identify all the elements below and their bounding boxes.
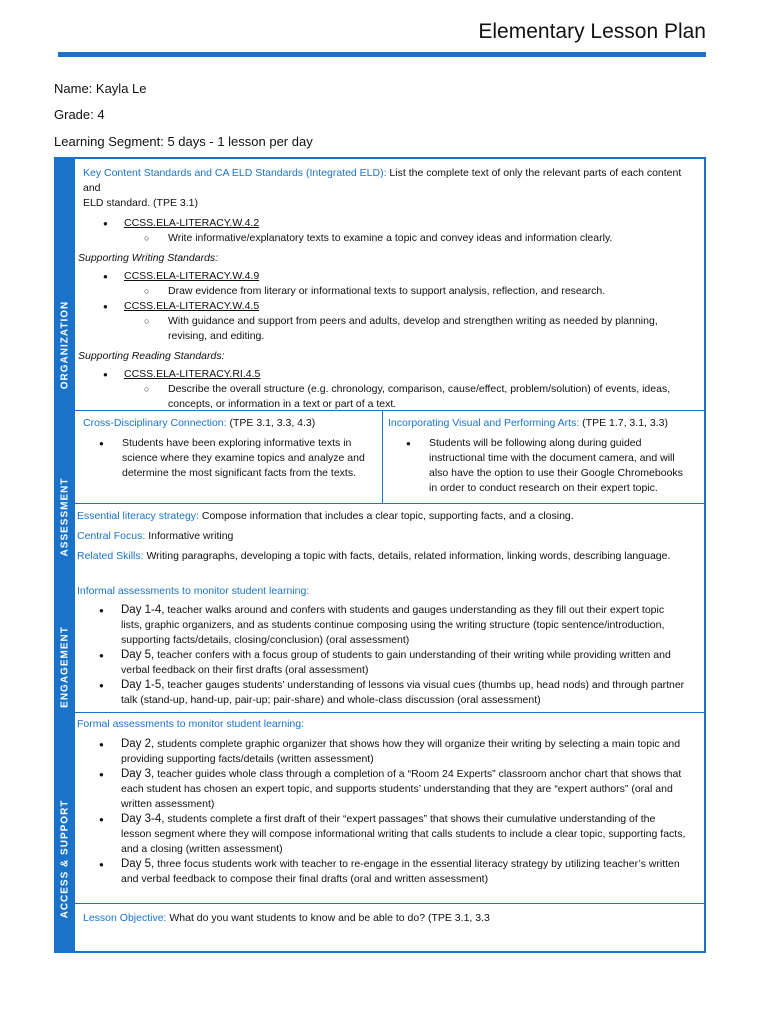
assessment-section <box>75 504 704 904</box>
rs-label: Related Skills: <box>77 550 144 562</box>
grade-field: Grade: 4 <box>54 107 105 122</box>
assessment-item <box>75 767 704 812</box>
assessment-item <box>75 857 704 887</box>
day-label: Day 5, <box>121 649 155 661</box>
standards-label: Key Content Standards and CA ELD Standards (Integrated ELD): <box>83 167 387 179</box>
assessment-text: students complete a first draft of their “expert passages” that shows their cumulative understanding of the lesson segment where they will compose informational writing that calls students to include a clear topic, supporting facts, and a closing (written assessment) <box>121 813 686 855</box>
sidebar-label-engagement: ENGAGEMENT <box>59 626 71 708</box>
standards-section <box>75 159 704 411</box>
assessment-item <box>75 648 704 678</box>
arts-tpe: (TPE 1.7, 3.1, 3.3) <box>579 417 668 429</box>
day-label: Day 3-4, <box>121 813 165 825</box>
cross-heading <box>75 416 382 431</box>
lesson-objective <box>83 911 694 926</box>
standard-code: CCSS.ELA-LITERACY.W.4.9 <box>124 270 260 282</box>
standard-code: CCSS.ELA-LITERACY.RI.4.5 <box>124 368 261 380</box>
assessment-text: three focus students work with teacher to re-engage in the essential literacy strategy by utilizing teacher’s written and verbal feedback to compose their final drafts (oral and written assessment) <box>121 858 680 885</box>
cross-bullet: ● Students have been exploring informative texts in science where they examine topics and analyze and determine the most significant facts from the texts. <box>75 436 382 481</box>
informal-heading: Informal assessments to monitor student learning: <box>77 585 310 597</box>
standards-text1: List the complete text of only the relevant parts of each content and <box>83 167 682 194</box>
sidebar-label-organization: ORGANIZATION <box>59 300 71 390</box>
connections-section <box>75 411 704 504</box>
sidebar <box>56 159 75 951</box>
title-rule <box>58 52 706 57</box>
day-label: Day 5, <box>121 858 155 870</box>
formal-heading: Formal assessments to monitor student learning: <box>77 718 305 730</box>
els-text: Compose information that includes a clear topic, supporting facts, and a closing. <box>198 510 574 522</box>
standard-description: ○ Write informative/explanatory texts to examine a topic and convey ideas and information clearly. <box>75 231 704 246</box>
standard-item <box>75 367 704 382</box>
sidebar-label-access-support: ACCESS & SUPPORT <box>59 799 71 919</box>
sidebar-label-assessment: ASSESSMENT <box>59 477 71 557</box>
standard-description: ○ With guidance and support from peers and adults, develop and strengthen writing as needed by planning, revising, and editing. <box>75 314 704 344</box>
assessment-item <box>75 603 704 648</box>
supporting-reading-heading: Supporting Reading Standards: <box>78 350 225 362</box>
content-area <box>75 159 704 951</box>
arts-label: Incorporating Visual and Performing Arts: <box>388 417 580 429</box>
literacy-strategy <box>75 509 704 524</box>
standard-item <box>75 269 704 284</box>
arts-heading <box>382 416 704 431</box>
objective-label: Lesson Objective: <box>83 912 167 924</box>
assessment-item <box>75 678 704 708</box>
cf-label: Central Focus: <box>77 530 146 542</box>
standard-code: CCSS.ELA-LITERACY.W.4.5 <box>124 300 260 312</box>
day-label: Day 1-5, <box>121 679 165 691</box>
name-field: Name: Kayla Le <box>54 81 147 96</box>
assessment-text: teacher confers with a focus group of students to gain understanding of their writing while providing written and verbal feedback on their first drafts (oral assessment) <box>121 649 671 676</box>
rs-text: Writing paragraphs, developing a topic with facts, details, related information, linking words, describing language. <box>143 550 671 562</box>
standard-code: CCSS.ELA-LITERACY.W.4.2 <box>124 217 260 229</box>
arts-bullet: ● Students will be following along during guided instructional time with the document camera, and will also have the option to use their Google Chromebooks in order to conduct research on their expert topic. <box>382 436 704 496</box>
segment-field: Learning Segment: 5 days - 1 lesson per day <box>54 134 313 149</box>
related-skills <box>75 549 704 564</box>
cross-disciplinary-cell <box>75 411 383 503</box>
cf-text: Informative writing <box>145 530 234 542</box>
assessment-text: teacher guides whole class through a completion of a “Room 24 Experts” classroom anchor chart that shows that each student has chosen an expert topic, and supports students’ understanding that they are “expert authors” (oral and written assessment) <box>121 768 682 810</box>
day-label: Day 2, <box>121 738 155 750</box>
standard-item <box>75 216 704 231</box>
assessment-item <box>75 737 704 767</box>
standards-text2: ELD standard. (TPE 3.1) <box>83 197 198 209</box>
document-title: Elementary Lesson Plan <box>478 20 706 43</box>
assessment-item <box>75 812 704 857</box>
standard-description: ○ Draw evidence from literary or informational texts to support analysis, reflection, and research. <box>75 284 704 299</box>
assessment-text: students complete graphic organizer that shows how they will organize their writing by selecting a main topic and providing supporting facts/details (written assessment) <box>121 738 681 765</box>
assessment-text: teacher gauges students’ understanding of lessons via visual cues (thumbs up, head nods) and through partner talk (stand-up, hand-up, pair-up; pair-share) and whole-class discussion (oral assessment) <box>121 679 685 706</box>
standard-description: ○ Describe the overall structure (e.g. chronology, comparison, cause/effect, problem/solution) of events, ideas, concepts, or information in a text or part of a text. <box>75 382 704 412</box>
formal-block <box>75 712 704 887</box>
standard-item <box>75 299 704 314</box>
arts-cell <box>382 411 704 503</box>
assessment-text: teacher walks around and confers with students and gauges understanding as they fill out their expert topic lists, graphic organizers, and as students continue composing using the writing structure (topic sentence/introduction, supporting facts/details, closing/conclusion) (oral assessment) <box>121 604 665 646</box>
lesson-plan-table <box>54 157 706 953</box>
day-label: Day 1-4, <box>121 604 165 616</box>
supporting-writing-heading: Supporting Writing Standards: <box>78 252 219 264</box>
objective-text: What do you want students to know and be able to do? (TPE 3.1, 3.3 <box>166 912 490 924</box>
central-focus <box>75 529 704 544</box>
cross-label: Cross-Disciplinary Connection: <box>83 417 227 429</box>
els-label: Essential literacy strategy: <box>77 510 199 522</box>
standards-intro <box>75 166 704 211</box>
day-label: Day 3, <box>121 768 155 780</box>
cross-tpe: (TPE 3.1, 3.3, 4.3) <box>226 417 316 429</box>
